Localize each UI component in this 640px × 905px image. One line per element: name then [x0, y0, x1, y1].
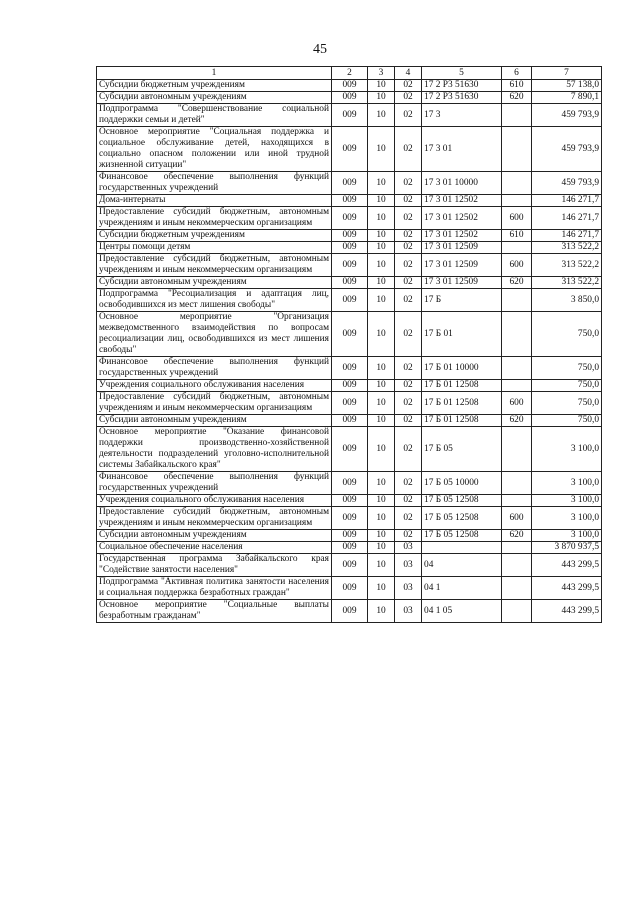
row-code-cell: 009	[332, 577, 368, 600]
table-row	[97, 427, 602, 472]
table-row	[97, 577, 602, 600]
row-name-cell: Основное мероприятие "Оказание финансовой поддержки производственно-хозяйственной деятельности подразделений уголовно-исполнительной системы Забайкальского края"	[97, 427, 332, 472]
row-target-item-cell	[422, 542, 502, 554]
row-amount-cell: 750,0	[532, 415, 602, 427]
row-amount-cell: 750,0	[532, 357, 602, 380]
row-amount-cell: 146 271,7	[532, 195, 602, 207]
header-cell: 3	[368, 67, 395, 80]
row-amount-cell: 3 100,0	[532, 495, 602, 507]
row-expense-type-cell: 620	[502, 277, 532, 289]
row-section-cell: 10	[368, 172, 395, 195]
header-row	[97, 67, 602, 80]
table-row	[97, 380, 602, 392]
row-target-item-cell: 17 Б 01 12508	[422, 392, 502, 415]
row-subsection-cell: 02	[395, 104, 422, 127]
table-row	[97, 530, 602, 542]
row-amount-cell: 459 793,9	[532, 172, 602, 195]
row-target-item-cell: 17 3 01	[422, 127, 502, 172]
row-name-cell: Предоставление субсидий бюджетным, автономным учреждениям и иным некоммерческим организациям	[97, 392, 332, 415]
row-name-cell: Дома-интернаты	[97, 195, 332, 207]
table-row	[97, 542, 602, 554]
row-target-item-cell: 17 2 Р3 51630	[422, 80, 502, 92]
row-section-cell: 10	[368, 380, 395, 392]
row-amount-cell: 3 870 937,5	[532, 542, 602, 554]
row-amount-cell: 146 271,7	[532, 207, 602, 230]
table-row	[97, 507, 602, 530]
row-section-cell: 10	[368, 577, 395, 600]
row-name-cell: Основное мероприятие "Социальная поддержка и социальное обслуживание детей, находящихся в социально опасном положении или иной трудной жизненной ситуации"	[97, 127, 332, 172]
row-code-cell: 009	[332, 289, 368, 312]
row-amount-cell: 313 522,2	[532, 277, 602, 289]
row-section-cell: 10	[368, 415, 395, 427]
header-cell: 4	[395, 67, 422, 80]
row-expense-type-cell	[502, 104, 532, 127]
row-name-cell: Субсидии автономным учреждениям	[97, 92, 332, 104]
row-subsection-cell: 02	[395, 172, 422, 195]
row-expense-type-cell	[502, 242, 532, 254]
row-amount-cell: 443 299,5	[532, 577, 602, 600]
row-section-cell: 10	[368, 195, 395, 207]
row-code-cell: 009	[332, 472, 368, 495]
row-subsection-cell: 02	[395, 530, 422, 542]
row-section-cell: 10	[368, 289, 395, 312]
table-row	[97, 195, 602, 207]
row-code-cell: 009	[332, 600, 368, 623]
row-subsection-cell: 02	[395, 495, 422, 507]
table-row	[97, 104, 602, 127]
row-section-cell: 10	[368, 495, 395, 507]
row-expense-type-cell: 620	[502, 415, 532, 427]
row-subsection-cell: 03	[395, 600, 422, 623]
row-subsection-cell: 02	[395, 127, 422, 172]
table-row	[97, 600, 602, 623]
row-code-cell: 009	[332, 542, 368, 554]
row-code-cell: 009	[332, 415, 368, 427]
row-subsection-cell: 02	[395, 277, 422, 289]
row-section-cell: 10	[368, 427, 395, 472]
row-name-cell: Финансовое обеспечение выполнения функций государственных учреждений	[97, 357, 332, 380]
row-subsection-cell: 02	[395, 357, 422, 380]
row-target-item-cell: 17 Б 05 12508	[422, 495, 502, 507]
row-subsection-cell: 02	[395, 207, 422, 230]
row-code-cell: 009	[332, 242, 368, 254]
row-subsection-cell: 03	[395, 577, 422, 600]
row-target-item-cell: 17 3 01 12502	[422, 207, 502, 230]
row-expense-type-cell	[502, 312, 532, 357]
row-name-cell: Учреждения социального обслуживания населения	[97, 495, 332, 507]
row-section-cell: 10	[368, 104, 395, 127]
row-name-cell: Субсидии автономным учреждениям	[97, 415, 332, 427]
row-amount-cell: 750,0	[532, 392, 602, 415]
row-section-cell: 10	[368, 127, 395, 172]
table-row	[97, 472, 602, 495]
row-expense-type-cell	[502, 127, 532, 172]
row-subsection-cell: 02	[395, 312, 422, 357]
row-subsection-cell: 02	[395, 195, 422, 207]
row-section-cell: 10	[368, 507, 395, 530]
row-target-item-cell: 17 Б 01 12508	[422, 380, 502, 392]
row-amount-cell: 3 100,0	[532, 507, 602, 530]
row-target-item-cell: 17 Б 05 12508	[422, 507, 502, 530]
row-subsection-cell: 02	[395, 392, 422, 415]
header-cell: 1	[97, 67, 332, 80]
row-target-item-cell: 17 Б 01 10000	[422, 357, 502, 380]
row-section-cell: 10	[368, 542, 395, 554]
row-expense-type-cell	[502, 495, 532, 507]
row-target-item-cell: 17 3 01 12502	[422, 230, 502, 242]
row-amount-cell: 3 100,0	[532, 472, 602, 495]
row-code-cell: 009	[332, 80, 368, 92]
row-section-cell: 10	[368, 357, 395, 380]
row-expense-type-cell: 610	[502, 230, 532, 242]
row-name-cell: Субсидии бюджетным учреждениям	[97, 80, 332, 92]
row-target-item-cell: 17 Б 05	[422, 427, 502, 472]
row-section-cell: 10	[368, 92, 395, 104]
row-target-item-cell: 04	[422, 554, 502, 577]
table-row	[97, 357, 602, 380]
row-expense-type-cell	[502, 600, 532, 623]
row-name-cell: Центры помощи детям	[97, 242, 332, 254]
row-amount-cell: 459 793,9	[532, 127, 602, 172]
row-subsection-cell: 02	[395, 92, 422, 104]
row-expense-type-cell	[502, 542, 532, 554]
row-target-item-cell: 17 Б 01	[422, 312, 502, 357]
row-name-cell: Основное мероприятие "Организация межведомственного взаимодействия по вопросам ресоциализации лиц, освободившихся из мест лишения свободы"	[97, 312, 332, 357]
row-subsection-cell: 02	[395, 472, 422, 495]
row-code-cell: 009	[332, 195, 368, 207]
row-amount-cell: 443 299,5	[532, 554, 602, 577]
row-subsection-cell: 02	[395, 415, 422, 427]
row-amount-cell: 3 100,0	[532, 427, 602, 472]
row-code-cell: 009	[332, 554, 368, 577]
table-row	[97, 207, 602, 230]
row-subsection-cell: 02	[395, 427, 422, 472]
row-section-cell: 10	[368, 600, 395, 623]
row-code-cell: 009	[332, 392, 368, 415]
row-amount-cell: 443 299,5	[532, 600, 602, 623]
row-subsection-cell: 02	[395, 380, 422, 392]
header-cell: 6	[502, 67, 532, 80]
table-row	[97, 80, 602, 92]
row-subsection-cell: 02	[395, 254, 422, 277]
row-subsection-cell: 03	[395, 554, 422, 577]
budget-table	[96, 66, 602, 623]
row-expense-type-cell	[502, 172, 532, 195]
row-code-cell: 009	[332, 507, 368, 530]
row-target-item-cell: 17 3	[422, 104, 502, 127]
row-section-cell: 10	[368, 472, 395, 495]
row-section-cell: 10	[368, 242, 395, 254]
row-name-cell: Предоставление субсидий бюджетным, автономным учреждениям и иным некоммерческим организациям	[97, 507, 332, 530]
row-expense-type-cell	[502, 380, 532, 392]
table-row	[97, 254, 602, 277]
row-code-cell: 009	[332, 104, 368, 127]
table-row	[97, 312, 602, 357]
row-subsection-cell: 02	[395, 242, 422, 254]
row-expense-type-cell: 620	[502, 530, 532, 542]
row-subsection-cell: 02	[395, 80, 422, 92]
table-row	[97, 495, 602, 507]
table-body	[97, 80, 602, 623]
row-subsection-cell: 03	[395, 542, 422, 554]
row-name-cell: Учреждения социального обслуживания населения	[97, 380, 332, 392]
row-section-cell: 10	[368, 554, 395, 577]
row-expense-type-cell: 600	[502, 254, 532, 277]
row-target-item-cell: 04 1	[422, 577, 502, 600]
row-section-cell: 10	[368, 530, 395, 542]
row-subsection-cell: 02	[395, 289, 422, 312]
row-expense-type-cell: 610	[502, 80, 532, 92]
row-amount-cell: 459 793,9	[532, 104, 602, 127]
row-code-cell: 009	[332, 172, 368, 195]
row-code-cell: 009	[332, 254, 368, 277]
row-section-cell: 10	[368, 312, 395, 357]
row-expense-type-cell: 600	[502, 392, 532, 415]
row-name-cell: Социальное обеспечение населения	[97, 542, 332, 554]
row-amount-cell: 3 100,0	[532, 530, 602, 542]
row-name-cell: Основное мероприятие "Социальные выплаты безработным гражданам"	[97, 600, 332, 623]
row-section-cell: 10	[368, 277, 395, 289]
row-name-cell: Подпрограмма "Активная политика занятости населения и социальная поддержка безработных граждан"	[97, 577, 332, 600]
row-code-cell: 009	[332, 427, 368, 472]
row-amount-cell: 313 522,2	[532, 254, 602, 277]
row-code-cell: 009	[332, 312, 368, 357]
row-target-item-cell: 17 3 01 12509	[422, 242, 502, 254]
row-expense-type-cell: 620	[502, 92, 532, 104]
row-expense-type-cell	[502, 577, 532, 600]
row-target-item-cell: 17 2 Р3 51630	[422, 92, 502, 104]
header-cell: 5	[422, 67, 502, 80]
row-name-cell: Подпрограмма "Ресоциализация и адаптация лиц, освободившихся из мест лишения свободы"	[97, 289, 332, 312]
row-expense-type-cell: 600	[502, 207, 532, 230]
row-expense-type-cell	[502, 289, 532, 312]
table-row	[97, 127, 602, 172]
row-name-cell: Подпрограмма "Совершенствование социальной поддержки семьи и детей"	[97, 104, 332, 127]
table-row	[97, 92, 602, 104]
row-expense-type-cell	[502, 554, 532, 577]
table-row	[97, 277, 602, 289]
row-target-item-cell: 17 Б	[422, 289, 502, 312]
row-target-item-cell: 17 3 01 12509	[422, 254, 502, 277]
row-code-cell: 009	[332, 230, 368, 242]
row-expense-type-cell	[502, 472, 532, 495]
row-code-cell: 009	[332, 357, 368, 380]
table-row	[97, 415, 602, 427]
table-row	[97, 554, 602, 577]
row-name-cell: Финансовое обеспечение выполнения функций государственных учреждений	[97, 472, 332, 495]
table-row	[97, 289, 602, 312]
row-expense-type-cell: 600	[502, 507, 532, 530]
row-section-cell: 10	[368, 392, 395, 415]
row-code-cell: 009	[332, 277, 368, 289]
row-target-item-cell: 17 Б 05 12508	[422, 530, 502, 542]
row-expense-type-cell	[502, 195, 532, 207]
row-section-cell: 10	[368, 207, 395, 230]
row-amount-cell: 57 138,0	[532, 80, 602, 92]
row-name-cell: Предоставление субсидий бюджетным, автономным учреждениям и иным некоммерческим организациям	[97, 254, 332, 277]
row-expense-type-cell	[502, 427, 532, 472]
row-amount-cell: 313 522,2	[532, 242, 602, 254]
row-section-cell: 10	[368, 254, 395, 277]
row-target-item-cell: 17 3 01 12502	[422, 195, 502, 207]
row-target-item-cell: 17 Б 05 10000	[422, 472, 502, 495]
table-row	[97, 392, 602, 415]
row-section-cell: 10	[368, 230, 395, 242]
row-name-cell: Субсидии автономным учреждениям	[97, 530, 332, 542]
row-code-cell: 009	[332, 495, 368, 507]
row-target-item-cell: 17 Б 01 12508	[422, 415, 502, 427]
row-code-cell: 009	[332, 380, 368, 392]
row-amount-cell: 7 890,1	[532, 92, 602, 104]
row-name-cell: Предоставление субсидий бюджетным, автономным учреждениям и иным некоммерческим организациям	[97, 207, 332, 230]
row-subsection-cell: 02	[395, 507, 422, 530]
row-code-cell: 009	[332, 207, 368, 230]
row-code-cell: 009	[332, 127, 368, 172]
row-subsection-cell: 02	[395, 230, 422, 242]
table-row	[97, 242, 602, 254]
row-code-cell: 009	[332, 530, 368, 542]
header-cell: 2	[332, 67, 368, 80]
page-number: 45	[313, 42, 327, 57]
row-target-item-cell: 04 1 05	[422, 600, 502, 623]
row-name-cell: Субсидии автономным учреждениям	[97, 277, 332, 289]
row-name-cell: Субсидии бюджетным учреждениям	[97, 230, 332, 242]
header-cell: 7	[532, 67, 602, 80]
row-target-item-cell: 17 3 01 10000	[422, 172, 502, 195]
row-amount-cell: 3 850,0	[532, 289, 602, 312]
row-code-cell: 009	[332, 92, 368, 104]
row-target-item-cell: 17 3 01 12509	[422, 277, 502, 289]
table-row	[97, 172, 602, 195]
row-name-cell: Финансовое обеспечение выполнения функций государственных учреждений	[97, 172, 332, 195]
row-section-cell: 10	[368, 80, 395, 92]
row-amount-cell: 146 271,7	[532, 230, 602, 242]
row-expense-type-cell	[502, 357, 532, 380]
row-amount-cell: 750,0	[532, 312, 602, 357]
row-name-cell: Государственная программа Забайкальского края "Содействие занятости населения"	[97, 554, 332, 577]
row-amount-cell: 750,0	[532, 380, 602, 392]
table-row	[97, 230, 602, 242]
